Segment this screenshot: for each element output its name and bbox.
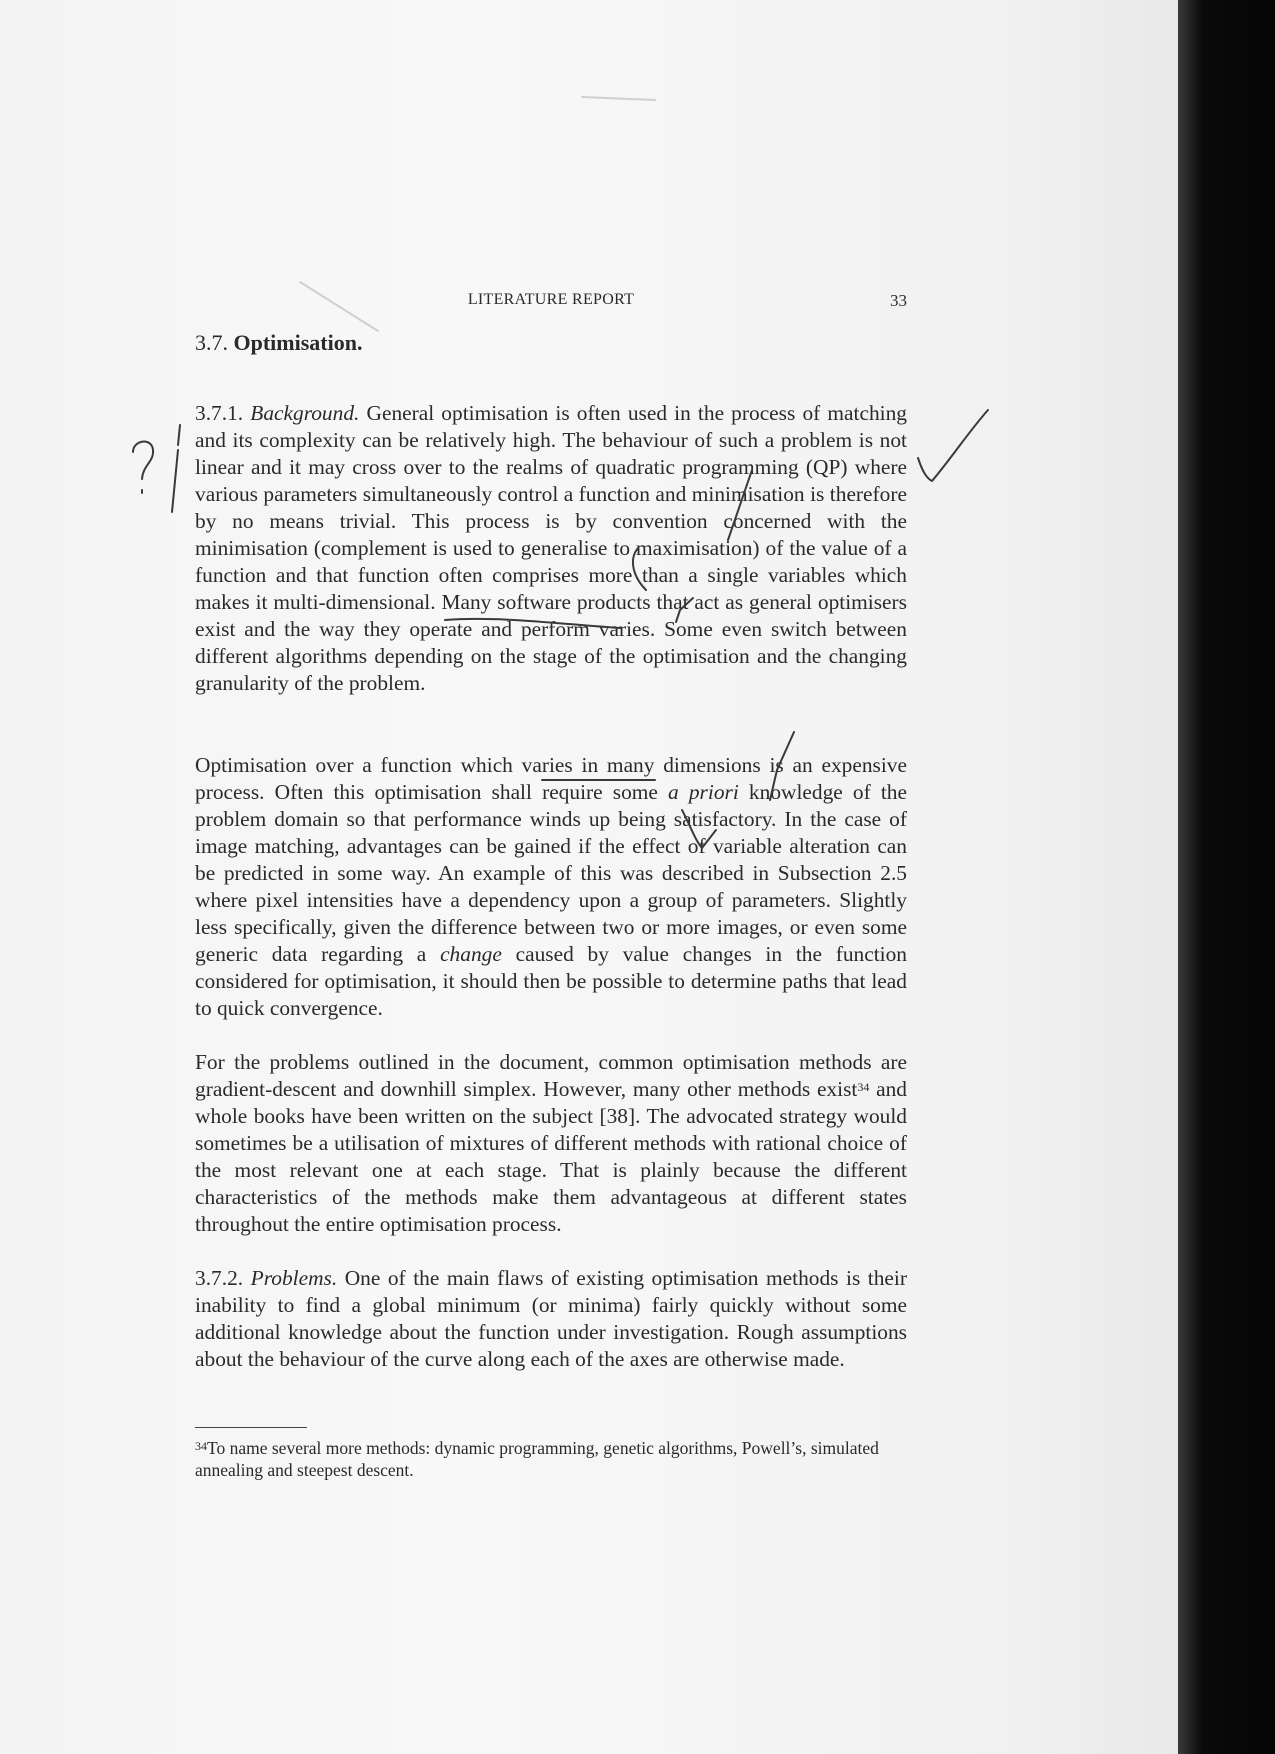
- section-title: Optimisation.: [233, 330, 363, 355]
- subsection-background: [195, 400, 907, 697]
- emphasis-change: change: [440, 942, 502, 966]
- footnote-text: To name several more methods: dynamic programming, genetic algorithms, Powell’s, simulated annealing and steepest descent.: [195, 1438, 879, 1480]
- page-number: 33: [890, 291, 907, 310]
- subsection-number: 3.7.2.: [195, 1266, 244, 1290]
- footnote-reference: 34: [857, 1080, 870, 1094]
- paragraph-methods: [195, 1049, 907, 1238]
- paragraph-text: and whole books have been written on the subject [38]. The advocated strategy would sometimes be a utilisation of mixtures of different methods with rational choice of the most relevant one at each stage. That is plainly because the different characteristics of the methods make them advantageous at different states throughout the entire optimisation process.: [195, 1077, 907, 1236]
- subsection-number: 3.7.1.: [195, 401, 244, 425]
- running-head: LITERATURE REPORT: [467, 291, 635, 308]
- section-heading: [195, 330, 362, 356]
- subsection-title: Problems.: [250, 1266, 338, 1290]
- paragraph-dimensions: [195, 752, 907, 1022]
- paragraph-text: General optimisation is often used in the process of matching and its complexity can be relatively high. The behaviour of such a problem is not linear and it may cross over to the realms of quadratic programming (QP) where various parameters simultaneously control a function and minimisation is therefore by no means trivial. This process is by convention concerned with the minimisation (complement is used to generalise to maximisation) of the value of a function and that function often comprises more than a single variables which makes it multi-dimensional. Many software products that act as general optimisers exist and the way they operate and perform varies. Some even switch between different algorithms depending on the stage of the optimisation and the changing granularity of the problem.: [195, 401, 907, 695]
- scanner-dark-edge: [1178, 0, 1275, 1754]
- paragraph-text: caused by value changes in the function considered for optimisation, it should then be possible to determine paths that lead to quick convergence.: [195, 942, 907, 1020]
- section-number: 3.7.: [195, 330, 228, 355]
- page-header: [195, 291, 907, 317]
- emphasis-a-priori: a priori: [668, 780, 739, 804]
- paragraph-text: Optimisation over a function which varies in many dimensions is an expensive process. Often this optimisation shall require some: [195, 753, 907, 804]
- footnote: [195, 1437, 907, 1481]
- paragraph-text: For the problems outlined in the document, common optimisation methods are gradient-descent and downhill simplex. However, many other methods exist: [195, 1050, 907, 1101]
- subsection-problems: [195, 1265, 907, 1373]
- footnote-marker: 34: [195, 1439, 207, 1453]
- subsection-title: Background.: [250, 401, 360, 425]
- paragraph-text: knowledge of the problem domain so that performance winds up being satisfactory. In the case of image matching, advantages can be gained if the effect of variable alteration can be predicted in some way. An example of this was described in Subsection 2.5 where pixel intensities have a dependency upon a group of parameters. Slightly less specifically, given the difference between two or more images, or even some generic data regarding a: [195, 780, 907, 966]
- paragraph-text: One of the main flaws of existing optimisation methods is their inability to find a global minimum (or minima) fairly quickly without some additional knowledge about the function under investigation. Rough assumptions about the behaviour of the curve along each of the axes are otherwise made.: [195, 1266, 907, 1371]
- footnote-rule: [195, 1427, 307, 1428]
